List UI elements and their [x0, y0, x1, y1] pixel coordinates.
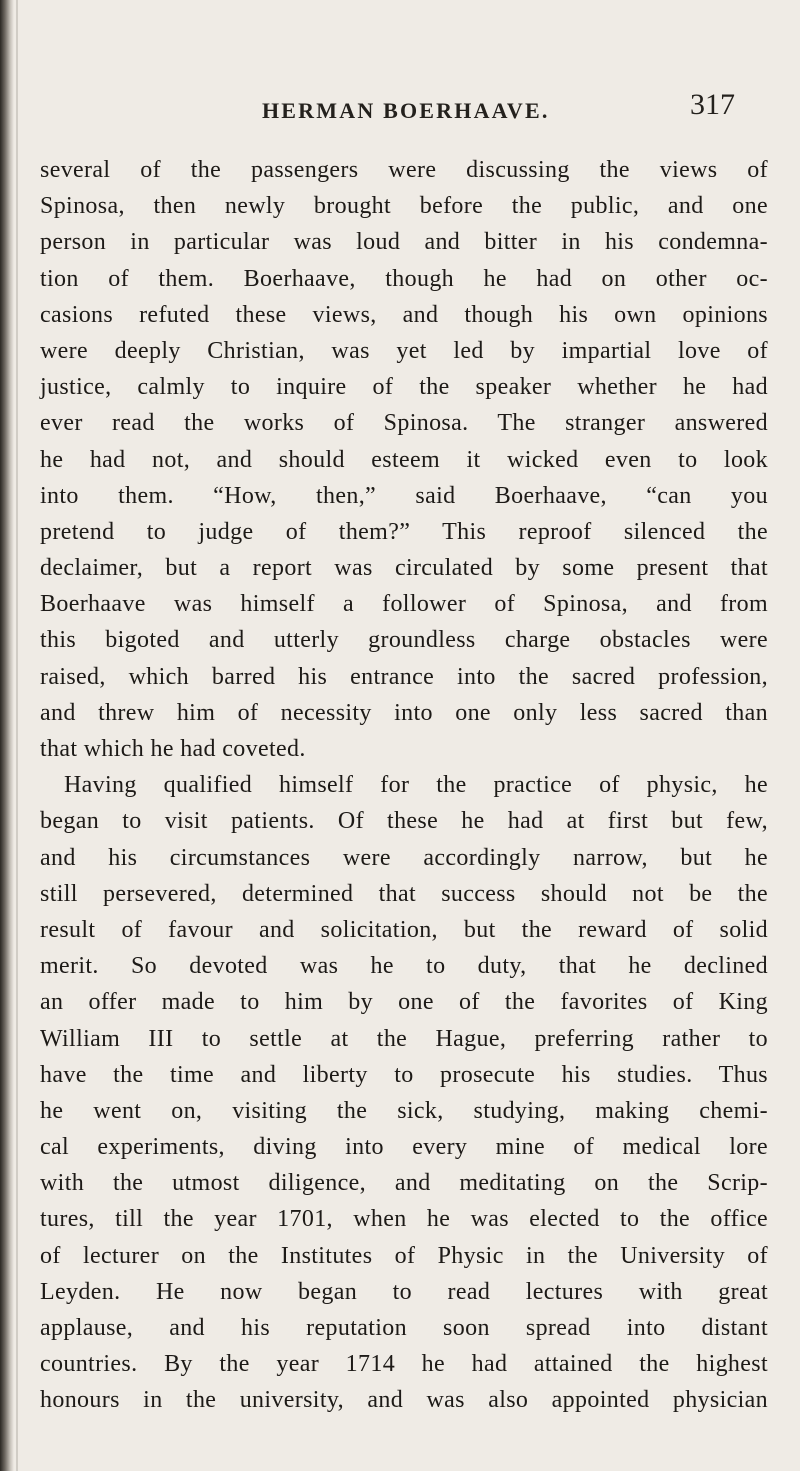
- text-line: Leyden. He now began to read lectures with great: [40, 1278, 768, 1305]
- text-line: began to visit patients. Of these he had at first but few,: [40, 808, 768, 835]
- text-line: with the utmost diligence, and meditating on the Scrip-: [40, 1170, 768, 1197]
- text-line: raised, which barred his entrance into the sacred profession,: [40, 663, 768, 690]
- binding-crease: [16, 0, 18, 1471]
- text-line: applause, and his reputation soon spread into distant: [40, 1315, 768, 1341]
- text-line: justice, calmly to inquire of the speaker whether he had: [40, 374, 768, 401]
- text-line: have the time and liberty to prosecute his studies. Thus: [40, 1061, 768, 1088]
- text-line: still persevered, determined that success should not be the: [40, 880, 768, 907]
- text-line: cal experiments, diving into every mine of medical lore: [40, 1134, 768, 1161]
- text-line: he went on, visiting the sick, studying, making chemi-: [40, 1097, 768, 1124]
- text-line: casions refuted these views, and though his own opinions: [40, 301, 768, 328]
- text-line: into them. “How, then,” said Boerhaave, “can you: [40, 482, 768, 509]
- text-line: merit. So devoted was he to duty, that he declined: [40, 953, 768, 980]
- text-line: Spinosa, then newly brought before the public, and one: [40, 193, 768, 220]
- text-line: were deeply Christian, was yet led by impartial love of: [40, 337, 768, 364]
- page-header: [0, 88, 800, 138]
- text-line: pretend to judge of them?” This reproof silenced the: [40, 518, 768, 545]
- text-line: declaimer, but a report was circulated by some present that: [40, 555, 768, 582]
- text-line: tures, till the year 1701, when he was elected to the office: [40, 1206, 768, 1233]
- text-line: of lecturer on the Institutes of Physic in the University of: [40, 1242, 768, 1269]
- text-line: an offer made to him by one of the favorites of King: [40, 989, 768, 1016]
- binding-edge: [0, 0, 14, 1471]
- text-line: countries. By the year 1714 he had attained the highest: [40, 1351, 768, 1378]
- text-line: several of the passengers were discussing the views of: [40, 157, 768, 183]
- text-line: and threw him of necessity into one only less sacred than: [40, 699, 768, 726]
- text-line: he had not, and should esteem it wicked even to look: [40, 446, 768, 473]
- running-head: HERMAN BOERHAAVE.: [262, 98, 550, 123]
- text-line: ever read the works of Spinosa. The stranger answered: [40, 410, 768, 437]
- text-line: Boerhaave was himself a follower of Spinosa, and from: [40, 591, 768, 618]
- text-line: this bigoted and utterly groundless charge obstacles were: [40, 627, 768, 654]
- paragraph-end-line: that which he had coveted.: [40, 736, 306, 762]
- text-line: tion of them. Boerhaave, though he had on other oc-: [40, 265, 768, 292]
- text-line: William III to settle at the Hague, preferring rather to: [40, 1025, 768, 1052]
- page-number: 317: [690, 88, 735, 121]
- text-line: and his circumstances were accordingly narrow, but he: [40, 844, 768, 871]
- text-line: person in particular was loud and bitter in his condemna-: [40, 229, 768, 256]
- text-line: result of favour and solicitation, but the reward of solid: [40, 916, 768, 943]
- body-text: [40, 152, 768, 1419]
- paragraph-start-line: Having qualified himself for the practice of physic, he: [64, 772, 768, 799]
- text-line: honours in the university, and was also appointed physician: [40, 1387, 768, 1414]
